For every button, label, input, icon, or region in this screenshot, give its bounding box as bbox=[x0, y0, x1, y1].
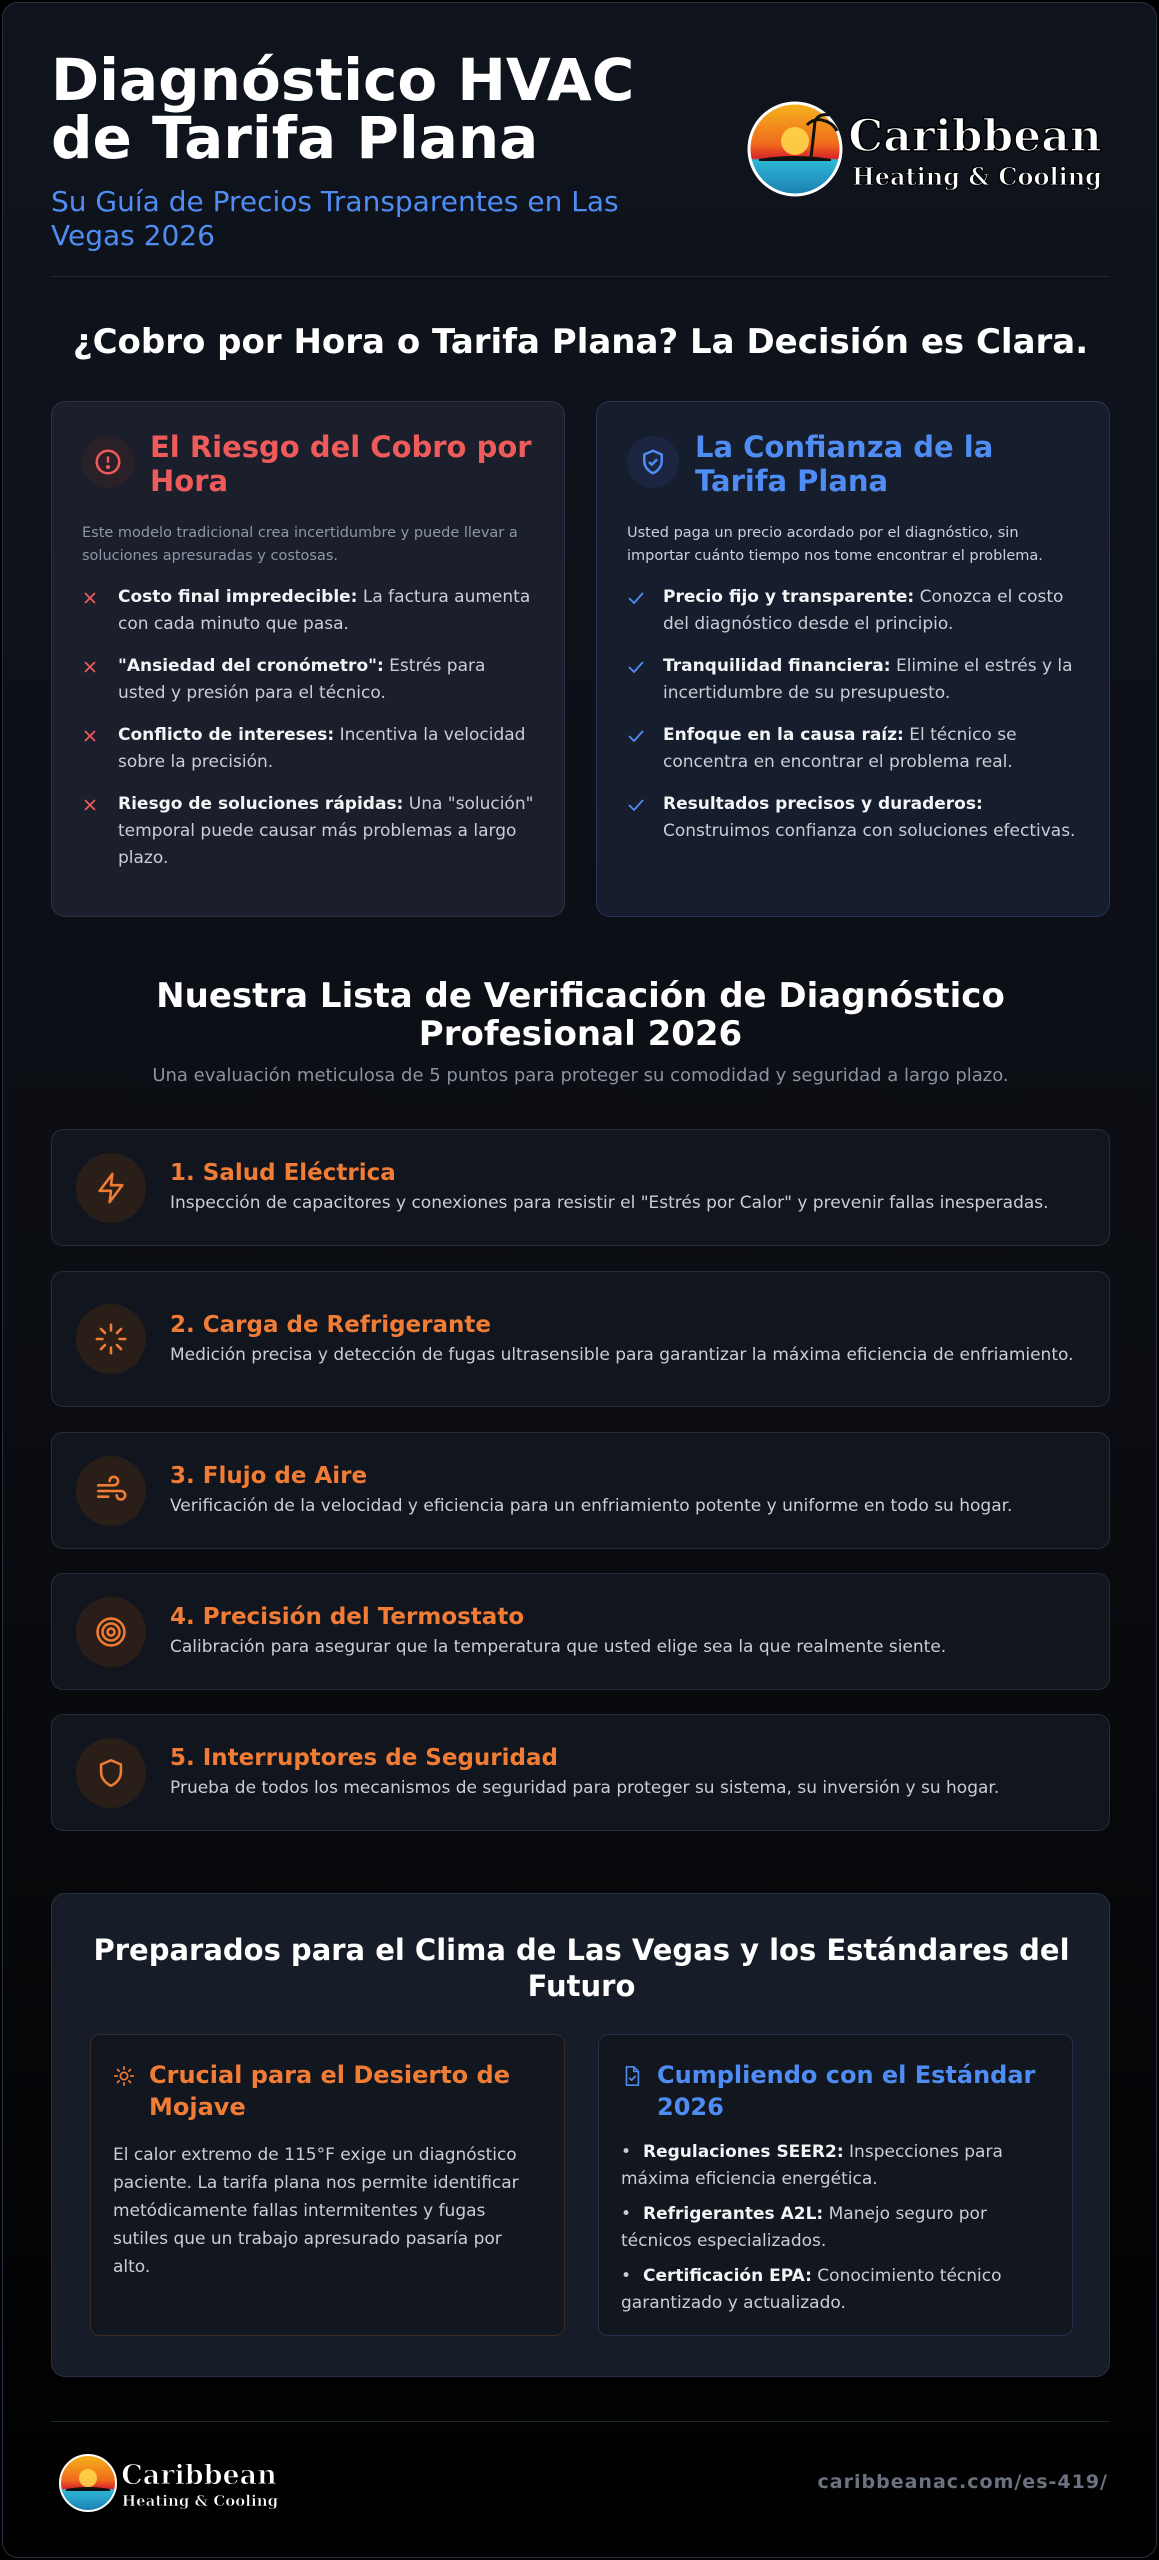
compare-heading: ¿Cobro por Hora o Tarifa Plana? La Decisión es Clara. bbox=[72, 322, 1089, 362]
checklist-item-desc: Calibración para asegurar que la temperatura que usted elige sea la que realmente siente. bbox=[170, 1637, 947, 1657]
footer-divider bbox=[51, 2421, 1110, 2422]
checklist-item-title: 5. Interruptores de Seguridad bbox=[170, 1745, 558, 1771]
desert-card-body: El calor extremo de 115°F exige un diagnóstico paciente. La tarifa plana nos permite identificar metódicamente fallas intermitentes y fugas sutiles que un trabajo apresurado pasaría por alto. bbox=[113, 2145, 519, 2277]
risk-card-intro: Este modelo tradicional crea incertidumbre y puede llevar a soluciones apresuradas y costosas. bbox=[82, 525, 518, 564]
wind-icon bbox=[76, 1456, 146, 1526]
page-subtitle: Su Guía de Precios Transparentes en Las Vegas 2026 bbox=[51, 185, 619, 252]
list-item: Tranquilidad financiera: Elimine el estrés y la incertidumbre de su presupuesto. bbox=[627, 653, 1079, 707]
snowflake-loader-icon bbox=[76, 1304, 146, 1374]
standard-list bbox=[621, 2139, 1050, 2317]
trust-card-title: La Confianza de la Tarifa Plana bbox=[695, 430, 994, 498]
checklist-item-electrical bbox=[51, 1129, 1110, 1246]
shield-check-icon bbox=[627, 436, 679, 488]
trust-card-intro: Usted paga un precio acordado por el diagnóstico, sin importar cuánto tiempo nos tome encontrar el problema. bbox=[627, 525, 1043, 564]
list-item: Conflicto de intereses: Incentiva la velocidad sobre la precisión. bbox=[82, 722, 534, 776]
page-title: Diagnóstico HVAC de Tarifa Plana bbox=[51, 46, 635, 172]
list-item: Costo final impredecible: La factura aumenta con cada minuto que pasa. bbox=[82, 584, 534, 638]
checklist-item-safety bbox=[51, 1714, 1110, 1831]
mojave-desert-card bbox=[90, 2034, 565, 2336]
checklist-item-title: 3. Flujo de Aire bbox=[170, 1463, 368, 1489]
checkmark-icon bbox=[627, 791, 647, 845]
checklist-item-title: 4. Precisión del Termostato bbox=[170, 1604, 525, 1630]
header bbox=[51, 46, 1110, 276]
header-divider bbox=[51, 276, 1110, 277]
climate-panel bbox=[51, 1893, 1110, 2377]
document-check-icon bbox=[621, 2059, 643, 2091]
svg-text:Caribbean: Caribbean bbox=[121, 2460, 277, 2491]
list-item: Precio fijo y transparente: Conozca el costo del diagnóstico desde el principio. bbox=[627, 584, 1079, 638]
caribbean-logo bbox=[745, 97, 1110, 201]
shield-icon bbox=[76, 1738, 146, 1808]
list-item: • Refrigerantes A2L: Manejo seguro por técnicos especializados. bbox=[621, 2204, 987, 2251]
standard-2026-card bbox=[598, 2034, 1073, 2336]
sun-icon bbox=[113, 2059, 135, 2091]
checkmark-icon bbox=[627, 722, 647, 776]
lightning-icon bbox=[76, 1153, 146, 1223]
risk-list bbox=[82, 584, 534, 872]
checkmark-icon bbox=[627, 584, 647, 638]
target-icon bbox=[76, 1597, 146, 1667]
trust-list bbox=[627, 584, 1079, 845]
list-item: Resultados precisos y duraderos: Construimos confianza con soluciones efectivas. bbox=[627, 791, 1079, 845]
standard-card-title: Cumpliendo con el Estándar 2026 bbox=[657, 2061, 1036, 2121]
list-item: • Certificación EPA: Conocimiento técnico garantizado y actualizado. bbox=[621, 2266, 1002, 2313]
checkmark-icon bbox=[627, 653, 647, 707]
checklist-item-thermostat bbox=[51, 1573, 1110, 1690]
list-item: • Regulaciones SEER2: Inspecciones para máxima eficiencia energética. bbox=[621, 2142, 1003, 2189]
checklist-item-title: 2. Carga de Refrigerante bbox=[170, 1311, 491, 1338]
footer-caribbean-logo bbox=[57, 2451, 282, 2515]
list-item: Riesgo de soluciones rápidas: Una "solución" temporal puede causar más problemas a largo plazo. bbox=[82, 791, 534, 872]
list-item: Enfoque en la causa raíz: El técnico se concentra en encontrar el problema real. bbox=[627, 722, 1079, 776]
checklist-item-airflow bbox=[51, 1432, 1110, 1549]
svg-text:Heating & Cooling: Heating & Cooling bbox=[121, 2492, 279, 2510]
checklist-heading: Nuestra Lista de Verificación de Diagnóstico Profesional 2026 bbox=[156, 976, 1005, 1054]
desert-card-title: Crucial para el Desierto de Mojave bbox=[149, 2061, 510, 2121]
checklist-item-desc: Prueba de todos los mecanismos de seguridad para proteger su sistema, su inversión y su hogar. bbox=[170, 1778, 1000, 1798]
x-mark-icon bbox=[82, 722, 102, 776]
checklist-item-desc: Inspección de capacitores y conexiones para resistir el "Estrés por Calor" y prevenir fallas inesperadas. bbox=[170, 1193, 1049, 1213]
checklist-item-title: 1. Salud Eléctrica bbox=[170, 1160, 396, 1186]
checklist-item-desc: Medición precisa y detección de fugas ultrasensible para garantizar la máxima eficiencia de enfriamiento. bbox=[170, 1344, 1074, 1365]
svg-text:Caribbean: Caribbean bbox=[848, 111, 1102, 162]
list-item: "Ansiedad del cronómetro": Estrés para usted y presión para el técnico. bbox=[82, 653, 534, 707]
alert-circle-icon bbox=[82, 436, 134, 488]
flat-rate-trust-card bbox=[596, 401, 1110, 917]
checklist-subheading: Una evaluación meticulosa de 5 puntos para proteger su comodidad y seguridad a largo plazo. bbox=[152, 1065, 1009, 1086]
checklist-item-refrigerant bbox=[51, 1271, 1110, 1407]
x-mark-icon bbox=[82, 584, 102, 638]
svg-text:Heating & Cooling: Heating & Cooling bbox=[852, 162, 1102, 191]
x-mark-icon bbox=[82, 653, 102, 707]
climate-heading: Preparados para el Clima de Las Vegas y los Estándares del Futuro bbox=[93, 1933, 1070, 2003]
hourly-risk-card bbox=[51, 401, 565, 917]
infographic-page bbox=[2, 2, 1157, 2558]
risk-card-title: El Riesgo del Cobro por Hora bbox=[150, 430, 532, 498]
footer-url-link[interactable]: caribbeanac.com/es-419/ bbox=[817, 2471, 1108, 2493]
checklist-item-desc: Verificación de la velocidad y eficiencia para un enfriamiento potente y uniforme en todo su hogar. bbox=[170, 1496, 1013, 1516]
x-mark-icon bbox=[82, 791, 102, 872]
